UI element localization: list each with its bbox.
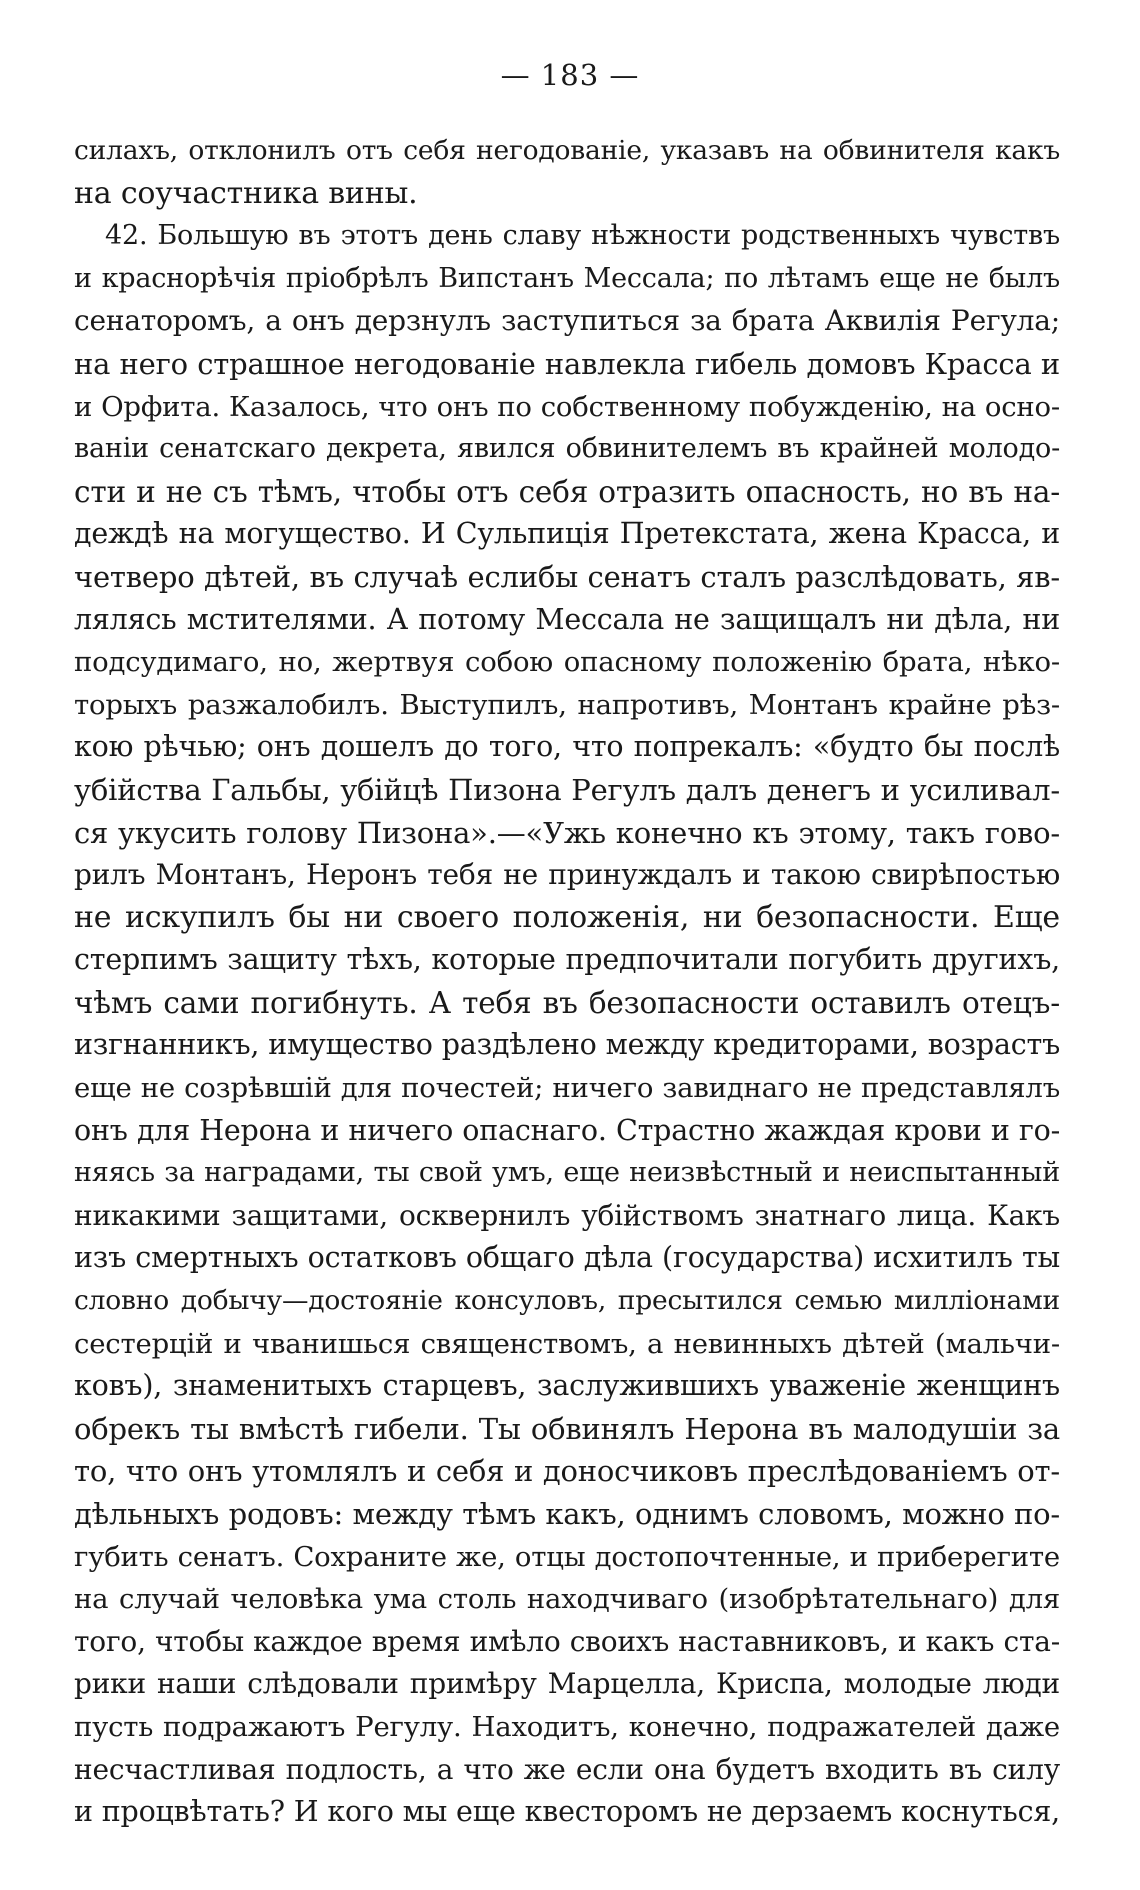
text-line: чѣмъ сами погибнуть. А тебя въ безопасности оставилъ отецъ-	[74, 985, 1060, 1020]
text-line: кою рѣчью; онъ дошелъ до того, что попрекалъ: «будто бы послѣ	[74, 730, 1060, 764]
text-line: на него страшное негодованіе навлекла гибель домовъ Красса и	[74, 346, 1060, 381]
text-line: и Орфита. Казалось, что онъ по собственному побужденію, на осно-	[74, 390, 1060, 423]
text-line: на случай человѣка ума столь находчиваго (изобрѣтательнаго) для	[74, 1583, 1060, 1616]
text-line: на соучастника вины.	[74, 175, 418, 211]
text-line: никакими защитами, осквернилъ убійствомъ знатнаго лица. Какъ	[74, 1198, 1060, 1232]
text-line: четверо дѣтей, въ случаѣ еслибы сенатъ сталъ разслѣдовать, яв-	[74, 559, 1060, 594]
text-line: торыхъ разжалобилъ. Выступилъ, напротивъ, Монтанъ крайне рѣз-	[74, 688, 1060, 721]
text-line: того, чтобы каждое время имѣло своихъ наставниковъ, и какъ ста-	[74, 1624, 1060, 1658]
text-line: подсудимаго, но, жертвуя собою опасному положенію брата, нѣко-	[74, 646, 1060, 679]
text-line: стерпимъ защиту тѣхъ, которые предпочитали погубить другихъ,	[74, 943, 1060, 977]
text-line: ваніи сенатскаго декрета, явился обвинителемъ въ крайней молодо-	[74, 433, 1060, 465]
text-line: еще не созрѣвшій для почестей; ничего завиднаго не представлялъ	[74, 1072, 1060, 1105]
text-line: несчастливая подлость, а что же если она будетъ входить въ силу	[74, 1752, 1060, 1786]
text-line: ковъ), знаменитыхъ старцевъ, заслужившихъ уваженіе женщинъ	[74, 1369, 1060, 1403]
text-line: обрекъ ты вмѣстѣ гибели. Ты обвинялъ Нерона въ малодушіи за	[74, 1411, 1060, 1446]
text-line: пусть подражаютъ Регулу. Находитъ, конечно, подражателей даже	[74, 1710, 1060, 1743]
text-line: няясь за наградами, ты свой умъ, еще неизвѣстный и неиспытанный	[74, 1157, 1060, 1189]
text-line: не искупилъ бы ни своего положенія, ни безопасности. Еще	[74, 899, 1060, 935]
body-text	[74, 130, 1060, 1834]
text-line: рики наши слѣдовали примѣру Марцелла, Криспа, молодые люди	[74, 1667, 1060, 1701]
text-line: и краснорѣчія пріобрѣлъ Випстанъ Мессала; по лѣтамъ еще не былъ	[74, 262, 1060, 294]
text-line: ся укусить голову Пизона».—«Ужь конечно къ этому, такъ гово-	[74, 815, 1060, 850]
text-line: сенаторомъ, а онъ дерзнулъ заступиться за брата Аквилія Регула;	[74, 304, 1060, 338]
text-line: сти и не съ тѣмъ, чтобы отъ себя отразить опасность, но въ на-	[74, 474, 1060, 509]
text-line: онъ для Нерона и ничего опаснаго. Страстно жаждая крови и го-	[74, 1113, 1060, 1147]
text-line: изъ смертныхъ остатковъ общаго дѣла (государства) исхитилъ ты	[74, 1241, 1060, 1275]
text-line: убійства Гальбы, убійцѣ Пизона Регулъ далъ денегъ и усиливал-	[74, 772, 1060, 807]
text-line: силахъ, отклонилъ отъ себя негодованіе, указавъ на обвинителя какъ	[74, 135, 1060, 166]
text-line: словно добычу—достояніе консуловъ, пресытился семью милліонами	[74, 1285, 1060, 1317]
text-line: изгнанникъ, имущество раздѣлено между кредиторами, возрастъ	[74, 1028, 1060, 1062]
text-line: дѣльныхъ родовъ: между тѣмъ какъ, однимъ словомъ, можно по-	[74, 1497, 1060, 1531]
text-line: рилъ Монтанъ, Неронъ тебя не принуждалъ и такою свирѣпостью	[74, 858, 1060, 892]
text-line: то, что онъ утомлялъ и себя и доносчиковъ преслѣдованіемъ от-	[74, 1454, 1060, 1489]
text-line: и процвѣтать? И кого мы еще квесторомъ не дерзаемъ коснуться,	[74, 1795, 1060, 1829]
text-line: лялясь мстителями. А потому Мессала не защищалъ ни дѣла, ни	[74, 602, 1060, 636]
text-line: деждѣ на могущество. И Сульпиція Претекстата, жена Красса, и	[74, 517, 1060, 551]
text-line: губить сенатъ. Сохраните же, отцы достопочтенные, и приберегите	[74, 1540, 1060, 1573]
page-number: — 183 —	[500, 58, 640, 92]
paragraph-start-line: 42. Большую въ этотъ день славу нѣжности родственныхъ чувствъ	[105, 220, 1060, 252]
text-line: сестерцій и чванишься священствомъ, а невинныхъ дѣтей (мальчи-	[74, 1327, 1060, 1360]
